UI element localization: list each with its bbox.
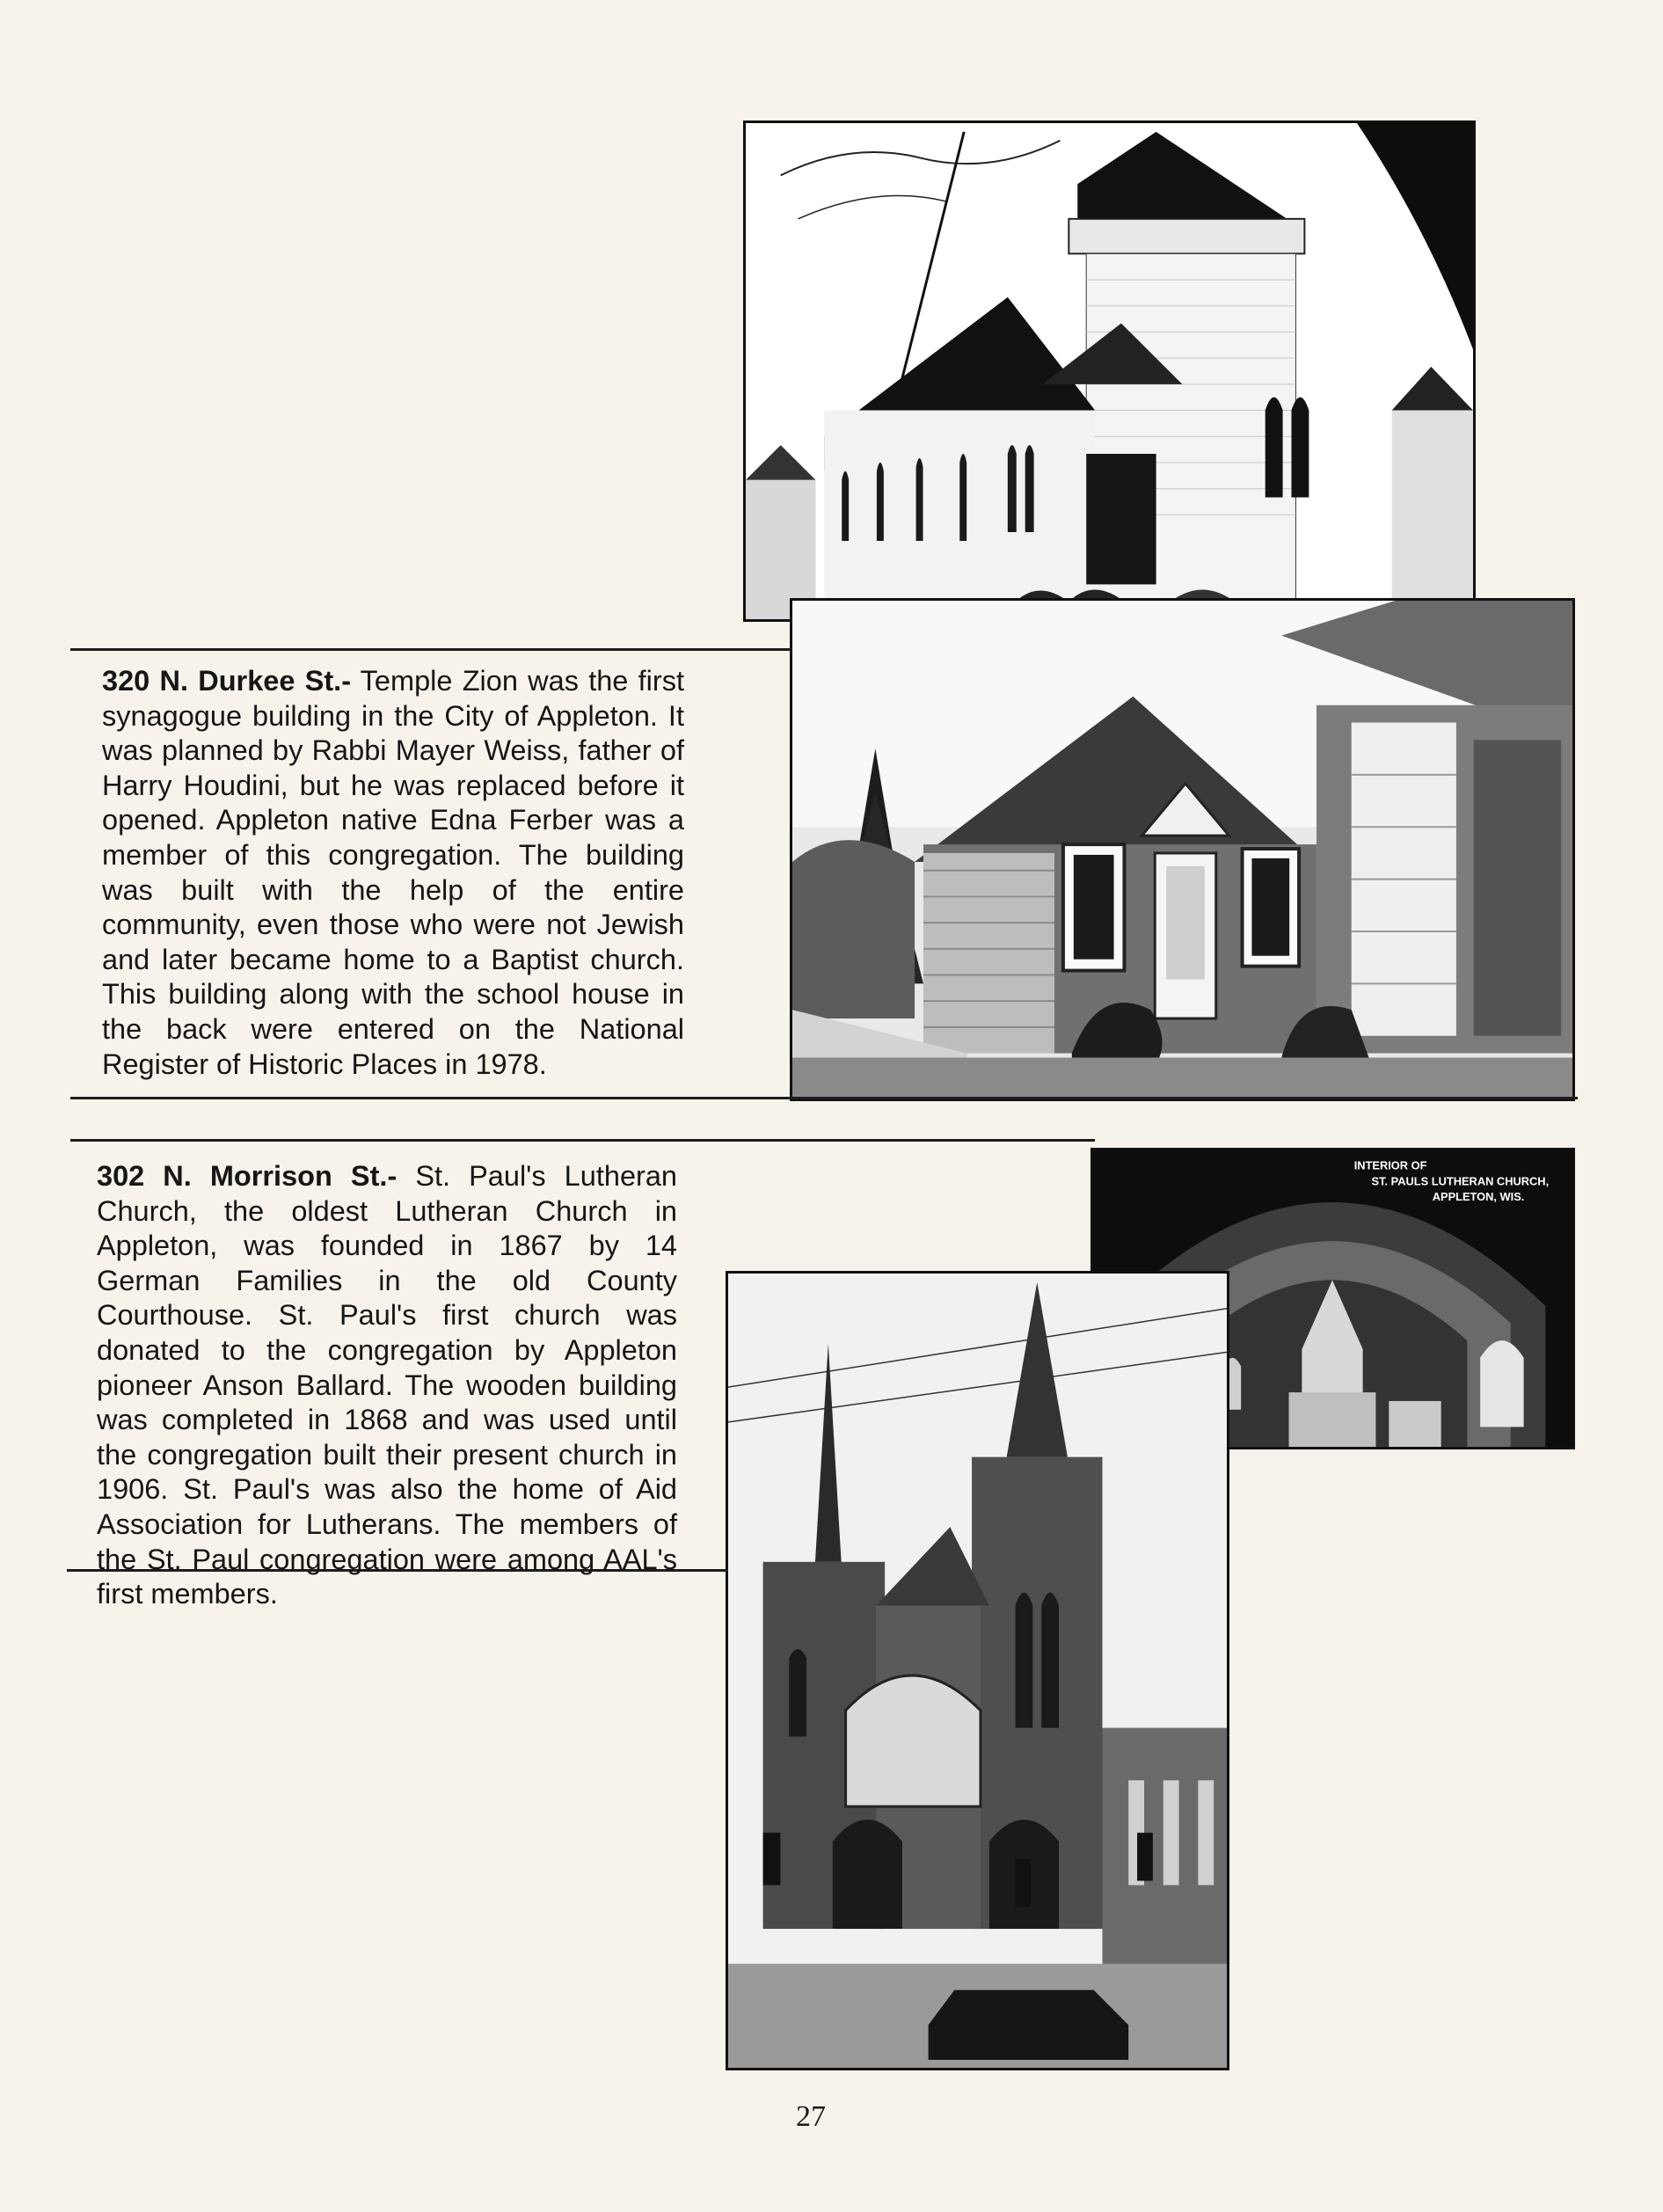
entry-1-address: 320 N. Durkee St.- (102, 665, 352, 697)
postcard-caption-line-1: INTERIOR OF (1353, 1158, 1427, 1172)
entry-1-body: Temple Zion was the first synagogue building in the City of Appleton. It was planned by Rabbi Mayer Weiss, father of Harry Houdini, but he was replaced before it opened. Appleton native Edna Ferber was a member of this congregation. The building was built with the help of the entire community, even those who were not Jewish and later became home to a Baptist church. This building along with the school house in the back were entered on the National Register of Historic Places in 1978. (102, 665, 684, 1080)
entry-1-top-rule (70, 648, 791, 651)
postcard-caption-line-3: APPLETON, WIS. (1432, 1190, 1525, 1203)
st-pauls-church-photo (726, 1271, 1229, 2070)
entry-2-body: St. Paul's Lutheran Church, the oldest Lutheran Church in Appleton, was founded in 1867 by 14 German Families in the old County Courthouse. St. Paul's first church was donated to the congregation by Appleton pioneer Anson Ballard. The wooden building was completed in 1868 and was used until the congregation built their present church in 1906. St. Paul's was also the home of Aid Association for Lutherans. The members of the St. Paul congregation were among AAL's first members. (97, 1160, 677, 1610)
entry-2-top-rule (70, 1139, 1095, 1142)
entry-durkee-st (102, 664, 684, 1082)
school-house-photo (790, 598, 1575, 1101)
page-number: 27 (796, 2100, 826, 2133)
entry-morrison-st (97, 1159, 677, 1612)
entry-2-address: 302 N. Morrison St.- (97, 1160, 398, 1192)
postcard-caption-line-2: ST. PAULS LUTHERAN CHURCH, (1371, 1174, 1550, 1188)
temple-zion-photo (743, 120, 1476, 622)
entry-1-bottom-rule (70, 1097, 1578, 1099)
